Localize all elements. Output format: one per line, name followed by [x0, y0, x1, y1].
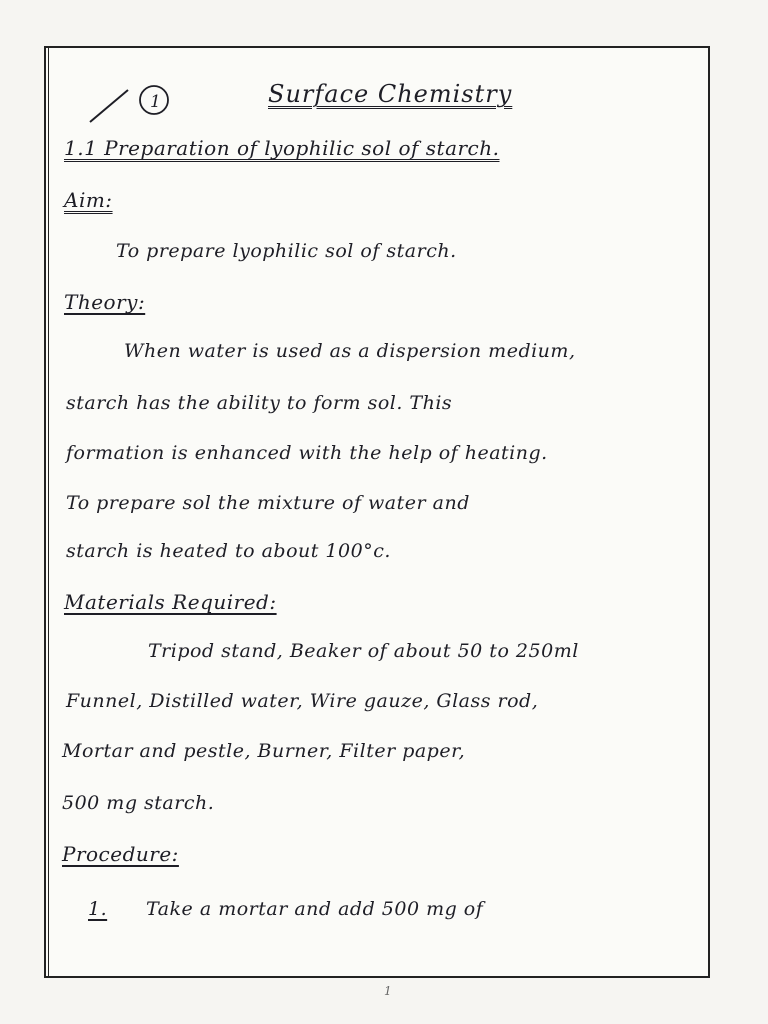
materials-line: Mortar and pestle, Burner, Filter paper, — [62, 740, 466, 762]
theory-heading: Theory: — [64, 290, 146, 314]
page-title: Surface Chemistry — [268, 80, 513, 108]
aim-heading: Aim: — [64, 188, 113, 212]
theory-line: starch has the ability to form sol. This — [66, 392, 453, 414]
theory-line: formation is enhanced with the help of heating. — [66, 442, 548, 464]
tick-stroke — [90, 90, 128, 122]
theory-line: When water is used as a dispersion medium, — [124, 340, 576, 362]
materials-heading: Materials Required: — [64, 590, 277, 614]
materials-line: Funnel, Distilled water, Wire gauze, Glass rod, — [66, 690, 539, 712]
materials-line: 500 mg starch. — [62, 792, 215, 814]
section-heading: 1.1 Preparation of lyophilic sol of starch. — [64, 136, 500, 160]
procedure-step-number: 1. — [88, 898, 108, 920]
circled-number-mark — [86, 78, 176, 126]
procedure-heading: Procedure: — [62, 842, 179, 866]
theory-line: To prepare sol the mixture of water and — [66, 492, 470, 514]
procedure-step-text: Take a mortar and add 500 mg of — [146, 898, 484, 920]
aim-text: To prepare lyophilic sol of starch. — [116, 240, 457, 262]
circled-number: 1 — [150, 92, 161, 112]
margin-line — [48, 48, 49, 976]
materials-line: Tripod stand, Beaker of about 50 to 250ml — [148, 640, 579, 662]
theory-line: starch is heated to about 100°c. — [66, 540, 391, 562]
footer-page-number: 1 — [384, 984, 392, 998]
